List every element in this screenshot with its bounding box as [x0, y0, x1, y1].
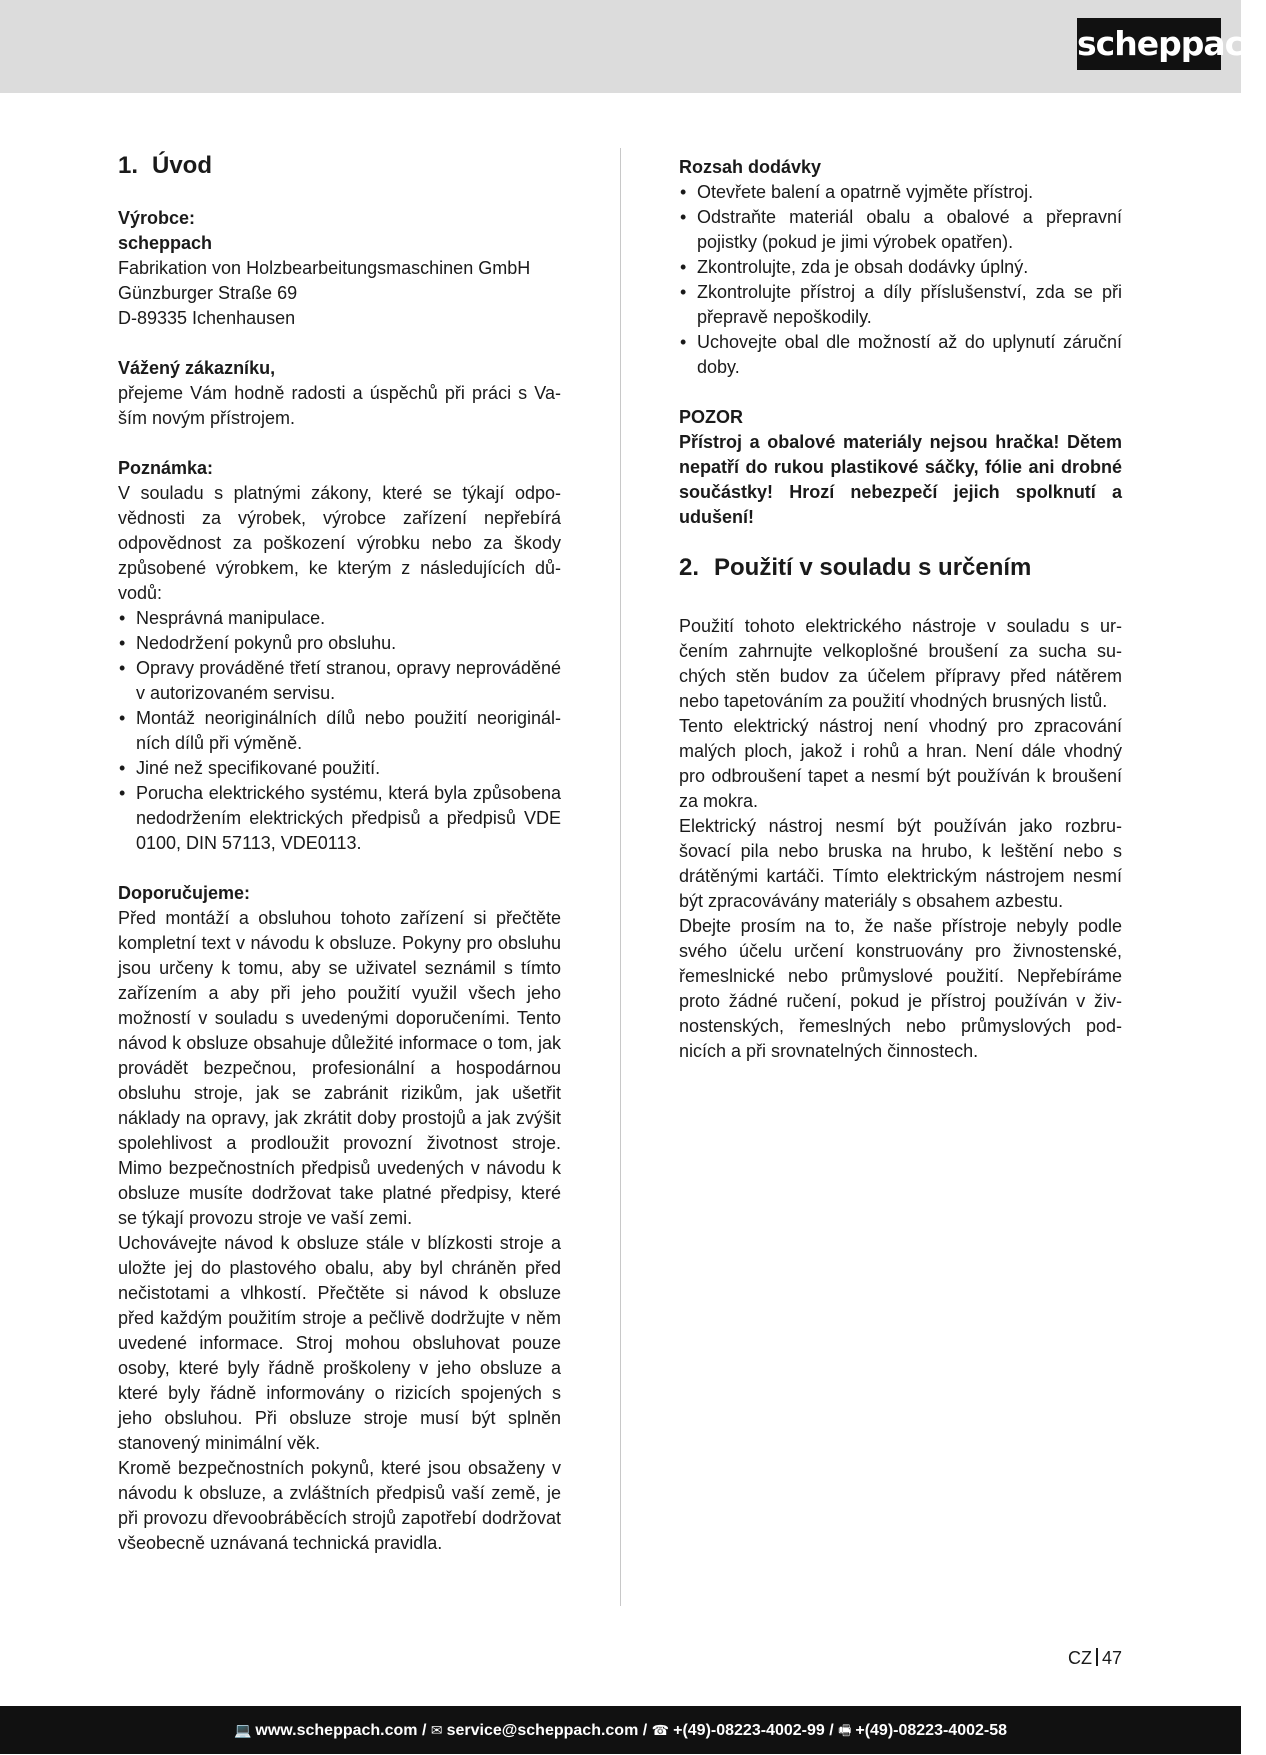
column-divider — [620, 148, 621, 1606]
manufacturer-line: Günzburger Straße 69 — [118, 283, 298, 303]
section-1-number: 1. — [118, 152, 139, 179]
list-item: • Odstraňte materiál obalu a obalové a přepravní pojistky (pokud je jimi výrobek opatřen). — [679, 205, 1122, 255]
greeting-text: přejeme Vám hodně radosti a úspěchů při práci s Vaším novým přístrojem. — [118, 383, 561, 428]
note-text: V souladu s platnými zákony, které se týkají odpovědnosti za výrobek, výrobce zařízení nepřebírá odpovědnost za poškození výrobku nebo za škody způsobené výrobkem, ke kterým z následujících důvodů: — [118, 483, 561, 603]
footer-email-link[interactable]: service@scheppach.com — [446, 1722, 639, 1739]
list-item: • Zkontrolujte přístroj a díly příslušenství, zda se při přepravě nepoškodily. — [679, 280, 1122, 330]
computer-icon: 💻 — [233, 1722, 252, 1738]
page-number-separator — [1096, 1648, 1098, 1666]
manufacturer-line: Fabrikation von Holzbearbeitungsmaschinen GmbH — [118, 258, 531, 278]
list-item: • Otevřete balení a opatrně vyjměte přístroj. — [679, 180, 1122, 205]
list-item: • Opravy prováděné třetí stranou, opravy neprováděné v autorizovaném servisu. — [118, 656, 561, 706]
list-item: • Nesprávná manipulace. — [118, 606, 561, 631]
section-2-heading — [679, 552, 1122, 584]
footer-phone: +(49)-08223-4002-99 — [673, 1722, 825, 1739]
intended-use-paragraph: Elektrický nástroj nesmí být používán jako rozbrušovací pila nebo bruska na hrubo, k leštění nebo s drátěnými kartáči. Tímto elektrickým nástrojem nesmí být zpracovávány materiály s obsahem azbestu. — [679, 816, 1122, 911]
footer-bar: 💻 www.scheppach.com / ✉ service@scheppach.com / ☎ +(49)-08223-4002-99 / 🖷 +(49)-08223-4002-58 — [0, 1706, 1241, 1754]
recommend-paragraph: Kromě bezpečnostních pokynů, které jsou obsaženy v návodu k obsluze, a zvláštních předpisů vaší země, je při provozu dřevoobráběcích strojů zapotřebí dodržovat všeobecně uznávaná technická pravidla. — [118, 1458, 561, 1553]
section-2-number: 2. — [679, 554, 700, 581]
intended-use-paragraph: Dbejte prosím na to, že naše přístroje nebyly podle svého účelu určení konstruovány pro živnostenské, řemeslnické nebo průmyslové použití. Nepřebíráme proto žádné ručení, pokud je přístroj používán v živnostenských, řemeslných nebo průmyslových podnicích a při srovnatelných činnostech. — [679, 916, 1122, 1061]
email-icon: ✉ — [430, 1722, 443, 1738]
recommend-paragraph: Před montáží a obsluhou tohoto zařízení si přečtěte kompletní text v návodu k obsluze. Pokyny pro obsluhu jsou určeny k tomu, aby se uživatel seznámil s tímto zařízením a aby při jeho použití využil všech jeho možností v souladu s uvedenými doporučeními. Tento návod k obsluze obsahuje důležité informace o tom, jak provádět bezpečnou, profesionální a hospodárnou obsluhu stroje, jak se zabránit rizikům, jak ušetřit náklady na opravy, jak zkrátit doby prostojů a jak zvýšit spolehlivost a prodloužit provozní životnost stroje. Mimo bezpečnostních předpisů uvedených v návodu k obsluze musíte dodržovat take platné předpisy, které se týkají provozu stroje ve vaší zemi. — [118, 908, 561, 1228]
recommend-label: Doporučujeme: — [118, 883, 251, 903]
intended-use-paragraph: Tento elektrický nástroj není vhodný pro zpracování malých ploch, jakož i rohů a hran. Není dále vhodný pro odbroušení tapet a nesmí být používán k broušení za mokra. — [679, 716, 1122, 811]
section-2-title: Použití v souladu s určením — [714, 554, 1032, 581]
manufacturer-line: D-89335 Ichenhausen — [118, 308, 296, 328]
intended-use-paragraph: Použití tohoto elektrického nástroje v souladu s určením zahrnujte velkoplošné broušení za sucha suchých stěn budov za účelem přípravy před nátěrem nebo tapetováním za použití vhodných brusných listů. — [679, 616, 1122, 711]
list-item: • Porucha elektrického systému, která byla způsobena nedodržením elektrických předpisů a předpisů VDE 0100, DIN 57113, VDE0113. — [118, 781, 561, 856]
greeting-label: Vážený zákazníku, — [118, 358, 276, 378]
right-column — [679, 155, 1122, 1064]
delivery-bullet-list — [679, 180, 1122, 380]
fax-icon: 🖷 — [838, 1722, 852, 1738]
list-item: • Zkontrolujte, zda je obsah dodávky úplný. — [679, 255, 1122, 280]
left-column — [118, 150, 561, 1556]
section-1-title: Úvod — [152, 152, 212, 179]
recommend-paragraph: Uchovávejte návod k obsluze stále v blízkosti stroje a uložte jej do plastového obalu, aby byl chráněn před nečistotami a vlhkostí. Přečtěte si návod k obsluze před každým použitím stroje a pečlivě dodržujte v něm uvedené informace. Stroj mohou obsluhovat pouze osoby, které byly řádně proškoleny v jeho obsluze a které byly řádně informovány o rizicích spojených s jeho obsluhou. Při obsluze stroje musí být splněn stanovený minimální věk. — [118, 1233, 561, 1453]
list-item: • Montáž neoriginálních dílů nebo použití neoriginálních dílů při výměně. — [118, 706, 561, 756]
manufacturer-label: Výrobce: — [118, 208, 196, 228]
list-item: • Jiné než specifikované použití. — [118, 756, 561, 781]
header-bar — [0, 0, 1266, 93]
page-language: CZ — [1067, 1648, 1092, 1668]
note-label: Poznámka: — [118, 458, 214, 478]
warning-label: POZOR — [679, 407, 744, 427]
page-number — [1000, 1646, 1122, 1670]
phone-icon: ☎ — [651, 1722, 670, 1738]
list-item: • Nedodržení pokynů pro obsluhu. — [118, 631, 561, 656]
note-bullet-list — [118, 606, 561, 856]
page-number-value: 47 — [1101, 1648, 1122, 1668]
manufacturer-name: scheppach — [118, 233, 213, 253]
delivery-label: Rozsah dodávky — [679, 157, 822, 177]
footer-fax: +(49)-08223-4002-58 — [855, 1722, 1008, 1739]
list-item: • Uchovejte obal dle možností až do uplynutí záruční doby. — [679, 330, 1122, 380]
footer-website-link[interactable]: www.scheppach.com — [255, 1722, 418, 1739]
scheppach-logo: scheppach — [1077, 18, 1221, 70]
warning-text: Přístroj a obalové materiály nejsou hračka! Dětem nepatří do rukou plastikové sáčky, fólie ani drobné součástky! Hrozí nebezpečí jejich spolknutí a udušení! — [679, 432, 1122, 527]
section-1-heading — [118, 150, 561, 182]
